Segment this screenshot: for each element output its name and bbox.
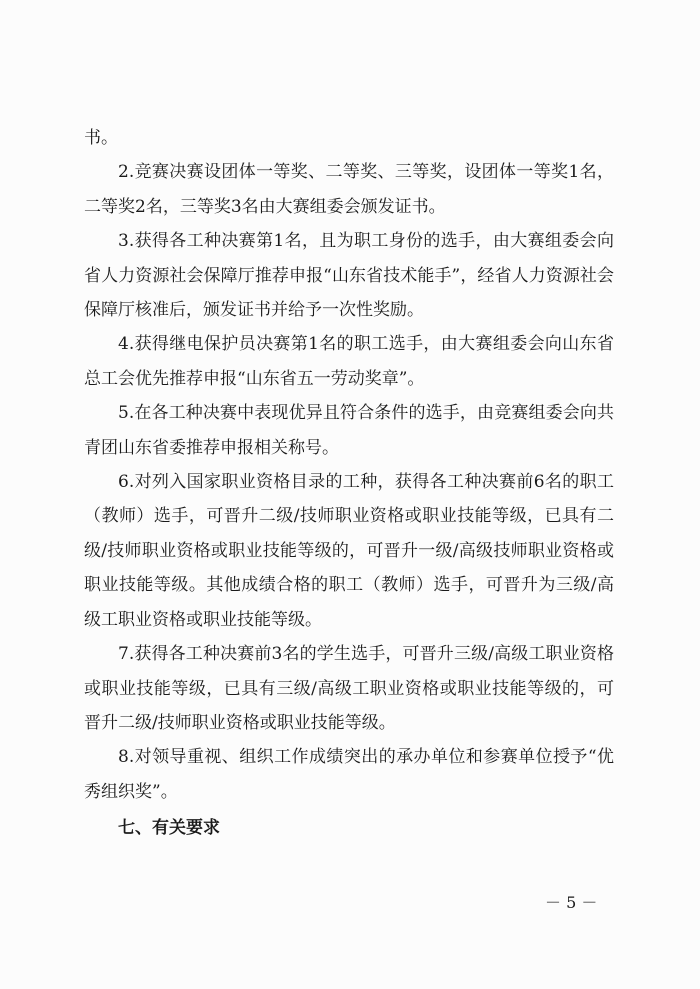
paragraph-item-4: 4.获得继电保护员决赛第1名的职工选手，由大赛组委会向山东省总工会优先推荐申报“山东省五一劳动奖章”。 <box>84 334 614 389</box>
paragraph-item-5: 5.在各工种决赛中表现优异且符合条件的选手，由竞赛组委会向共青团山东省委推荐申报相关称号。 <box>84 403 614 458</box>
paragraph-item-3: 3.获得各工种决赛第1名，且为职工身份的选手，由大赛组委会向省人力资源社会保障厅推荐申报“山东省技术能手”，经省人力资源社会保障厅核准后，颁发证书并给予一次性奖励。 <box>84 231 614 321</box>
paragraph-item-2: 2.竞赛决赛设团体一等奖、二等奖、三等奖，设团体一等奖1名，二等奖2名，三等奖3名由大赛组委会颁发证书。 <box>84 162 614 217</box>
paragraph-item-6: 6.对列入国家职业资格目录的工种，获得各工种决赛前6名的职工（教师）选手，可晋升二级/技师职业资格或职业技能等级，已具有二级/技师职业资格或职业技能等级的，可晋升一级/高级技师职业资格或职业技能等级。其他成绩合格的职工（教师）选手，可晋升为三级/高级工职业资格或职业技能等级。 <box>84 472 614 630</box>
paragraph-continuation: 书。 <box>84 128 118 148</box>
document-body <box>84 121 614 846</box>
section-heading: 七、有关要求 <box>118 818 220 839</box>
page-number: － 5 － <box>545 893 598 912</box>
paragraph-item-7: 7.获得各工种决赛前3名的学生选手，可晋升三级/高级工职业资格或职业技能等级，已具有三级/高级工职业资格或职业技能等级的，可晋升二级/技师职业资格或职业技能等级。 <box>84 644 614 733</box>
paragraph-item-8: 8.对领导重视、组织工作成绩突出的承办单位和参赛单位授予“优秀组织奖”。 <box>84 747 614 802</box>
